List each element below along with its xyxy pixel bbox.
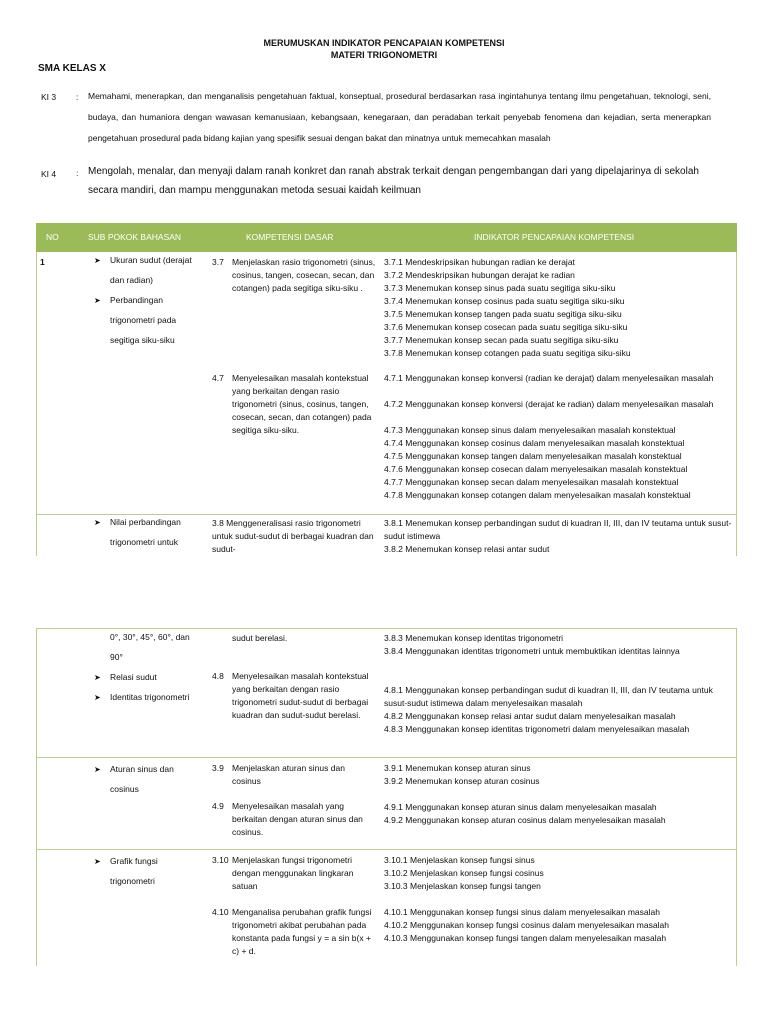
kd-number: 4.8 bbox=[212, 671, 224, 681]
kd-3-8-cont: sudut berelasi. bbox=[232, 633, 288, 643]
sub-aturan-sinus-cosinus: Aturan sinus dan cosinus bbox=[110, 764, 174, 794]
ki3-text: Memahami, menerapkan, dan menganalisis pengetahuan faktual, konseptual, prosedural berdasarkan rasa ingintahunya tentang ilmu pengetahuan, teknologi, seni, budaya, dan humaniora dengan wawasan kemanusiaan, kebangsaan, kenegaraan, dan peradaban terkait penyebab fenomena dan kejadian, serta menerapkan pengetahuan prosedural pada bidang kajian yang spesifik sesuai dengan bakat dan minatnya untuk memecahkan masalah bbox=[88, 91, 711, 143]
indicator-item: 4.7.4 Menggunakan konsep cosinus dalam menyelesaikan masalah konstektual bbox=[384, 438, 685, 448]
document-subtitle: MATERI TRIGONOMETRI bbox=[330, 50, 438, 60]
kd-4-9: Menyelesaikan masalah yang berkaitan dengan aturan sinus dan cosinus. bbox=[232, 801, 363, 837]
indicator-4-8-2: 4.8.2 Menggunakan konsep relasi antar sudut dalam menyelesaikan masalah bbox=[384, 711, 676, 721]
indicator-item: 3.7.1 Mendeskripsikan hubungan radian ke derajat bbox=[384, 257, 575, 267]
sub-ukuran-sudut: Ukuran sudut (derajat dan radian) bbox=[110, 255, 192, 285]
indicator-3-8-2: 3.8.2 Menemukan konsep relasi antar sudut bbox=[384, 544, 550, 554]
indicator-item: 3.7.5 Menemukan konsep tangen pada suatu segitiga siku-siku bbox=[384, 309, 622, 319]
table-header bbox=[36, 223, 737, 252]
indicator-3-8-3: 3.8.3 Menemukan konsep identitas trigonometri bbox=[384, 633, 564, 643]
bullet-arrow-icon: ➤ bbox=[94, 518, 101, 527]
bullet-arrow-icon: ➤ bbox=[94, 693, 101, 702]
sub-nilai-perbandingan: Nilai perbandingan trigonometri untuk bbox=[110, 517, 181, 547]
row-number: 1 bbox=[40, 257, 45, 267]
indicator-item: 3.7.3 Menemukan konsep sinus pada suatu segitiga siku-siku bbox=[384, 283, 616, 293]
indicator-item: 3.7.2 Mendeskripsikan hubungan derajat ke radian bbox=[384, 270, 575, 280]
bullet-arrow-icon: ➤ bbox=[94, 857, 101, 866]
bullet-arrow-icon: ➤ bbox=[94, 673, 101, 682]
kd-4-10: Menganalisa perubahan grafik fungsi trigonometri akibat perubahan pada konstanta pada fungsi y = a sin b(x + c) + d. bbox=[232, 907, 372, 956]
indicator-3-9-2: 3.9.2 Menemukan konsep aturan cosinus bbox=[384, 776, 540, 786]
indicator-item: 3.7.4 Menemukan konsep cosinus pada suatu segitiga siku-siku bbox=[384, 296, 625, 306]
header-indikator: INDIKATOR PENCAPAIAN KOMPETENSI bbox=[474, 232, 635, 242]
kd-3-8: 3.8 Menggeneralisasi rasio trigonometri untuk sudut-sudut di berbagai kuadran dan sudut- bbox=[212, 518, 374, 554]
header-sub-pokok: SUB POKOK BAHASAN bbox=[88, 232, 182, 242]
indicator-item: 4.7.3 Menggunakan konsep sinus dalam menyelesaikan masalah konstektual bbox=[384, 425, 676, 435]
sub-sudut-istimewa: 0°, 30°, 45°, 60°, dan 90° bbox=[110, 632, 190, 662]
header-kompetensi-dasar: KOMPETENSI DASAR bbox=[246, 232, 334, 242]
ki3-label: KI 3 bbox=[41, 92, 57, 102]
table-border-left bbox=[36, 252, 37, 556]
ki4-colon: : bbox=[76, 168, 79, 178]
indicator-4-8-1: 4.8.1 Menggunakan konsep perbandingan sudut di kuadran II, III, dan IV teutama untuk susut-sudut istimewa dalam menyelesaikan masalah bbox=[384, 685, 713, 708]
kd-number: 4.10 bbox=[212, 907, 229, 917]
indicator-3-8-4: 3.8.4 Menggunakan identitas trigonometri untuk membuktikan identitas lainnya bbox=[384, 646, 680, 656]
table-border-right bbox=[736, 628, 737, 966]
bullet-arrow-icon: ➤ bbox=[94, 256, 101, 265]
kd-4-8: Menyelesaikan masalah kontekstual yang berkaitan dengan rasio trigonometri sudut-sudut di berbagai kuadran dan sudut-sudut berelasi. bbox=[232, 671, 369, 720]
header-no: NO bbox=[46, 232, 59, 242]
kd-number: 4.9 bbox=[212, 801, 224, 811]
kd-3-7: Menjelaskan rasio trigonometri (sinus, cosinus, tangen, cosecan, secan, dan cotangen) pada segitiga siku-siku . bbox=[232, 257, 376, 293]
class-label: SMA KELAS X bbox=[38, 63, 106, 74]
indicator-list-4-10 bbox=[384, 906, 669, 945]
indicator-4-7-2: 4.7.2 Menggunakan konsep konversi (derajat ke radian) dalam menyelesaikan masalah bbox=[384, 399, 714, 409]
indicator-item: 4.7.5 Menggunakan konsep tangen dalam menyelesaikan masalah konstektual bbox=[384, 451, 682, 461]
indicator-item: 3.10.3 Menjelaskan konsep fungsi tangen bbox=[384, 881, 541, 891]
indicator-list-3-10 bbox=[384, 854, 544, 893]
row-divider bbox=[36, 757, 737, 758]
indicator-item: 3.7.8 Menemukan konsep cotangen pada suatu segitiga siku-siku bbox=[384, 348, 631, 358]
indicator-list-3-7 bbox=[384, 256, 631, 360]
indicator-4-8-3: 4.8.3 Menggunakan konsep identitas trigonometri dalam menyelesaikan masalah bbox=[384, 724, 690, 734]
indicator-4-9-1: 4.9.1 Menggunakan konsep aturan sinus dalam menyelesaikan masalah bbox=[384, 802, 657, 812]
table-border-left bbox=[36, 628, 37, 966]
indicator-item: 3.10.1 Menjelaskan konsep fungsi sinus bbox=[384, 855, 535, 865]
sub-grafik-fungsi: Grafik fungsi trigonometri bbox=[110, 856, 158, 886]
indicator-item: 4.10.1 Menggunakan konsep fungsi sinus dalam menyelesaikan masalah bbox=[384, 907, 660, 917]
indicator-item: 3.7.7 Menemukan konsep secan pada suatu segitiga siku-siku bbox=[384, 335, 619, 345]
indicator-4-9-2: 4.9.2 Menggunakan konsep aturan cosinus dalam menyelesaikan masalah bbox=[384, 815, 666, 825]
bullet-arrow-icon: ➤ bbox=[94, 296, 101, 305]
kd-4-7: Menyelesaikan masalah kontekstual yang berkaitan dengan rasio trigonometri (sinus, cosinus, tangen, cosecan, secan, dan cotangen) pada segitiga siku-siku. bbox=[232, 373, 372, 435]
kd-number: 3.7 bbox=[212, 257, 224, 267]
indicator-item: 4.7.7 Menggunakan konsep secan dalam menyelesaikan masalah konstektual bbox=[384, 477, 679, 487]
table-border-right bbox=[736, 252, 737, 556]
indicator-item: 3.10.2 Menjelaskan konsep fungsi cosinus bbox=[384, 868, 544, 878]
indicator-list-4-7 bbox=[384, 424, 687, 489]
indicator-4-7-8: 4.7.8 Menggunakan konsep cotangen dalam menyelesaikan masalah konstektual bbox=[384, 490, 691, 500]
ki3-colon: : bbox=[76, 92, 79, 102]
document-title: MERUMUSKAN INDIKATOR PENCAPAIAN KOMPETENSI bbox=[263, 38, 505, 48]
ki4-text: Mengolah, menalar, dan menyaji dalam ranah konkret dan ranah abstrak terkait dengan pengembangan dari yang dipelajarinya di sekolah secara mandiri, dan mampu menggunakan metoda sesuai kaidah keilmuan bbox=[88, 166, 699, 196]
sub-perbandingan: Perbandingan trigonometri pada segitiga siku-siku bbox=[110, 295, 177, 345]
indicator-3-8-1: 3.8.1 Menemukan konsep perbandingan sudut di kuadran II, III, dan IV teutama untuk susut-sudut istimewa bbox=[384, 518, 732, 541]
sub-relasi-sudut: Relasi sudut bbox=[110, 672, 157, 682]
bullet-arrow-icon: ➤ bbox=[94, 765, 101, 774]
kd-number: 3.10 bbox=[212, 855, 229, 865]
kd-3-9: Menjelaskan aturan sinus dan cosinus bbox=[232, 763, 345, 786]
indicator-item: 3.7.6 Menemukan konsep cosecan pada suatu segitiga siku-siku bbox=[384, 322, 628, 332]
indicator-item: 4.7.6 Menggunakan konsep cosecan dalam menyelesaikan masalah konstektual bbox=[384, 464, 688, 474]
kd-number: 3.9 bbox=[212, 763, 224, 773]
indicator-item: 4.10.2 Menggunakan konsep fungsi cosinus dalam menyelesaikan masalah bbox=[384, 920, 669, 930]
indicator-4-7-1: 4.7.1 Menggunakan konsep konversi (radian ke derajat) dalam menyelesaikan masalah bbox=[384, 373, 714, 383]
indicator-3-9-1: 3.9.1 Menemukan konsep aturan sinus bbox=[384, 763, 531, 773]
ki4-label: KI 4 bbox=[41, 169, 57, 179]
sub-identitas: Identitas trigonometri bbox=[110, 692, 190, 702]
kd-3-10: Menjelaskan fungsi trigonometri dengan menggunakan lingkaran satuan bbox=[232, 855, 354, 891]
kd-number: 4.7 bbox=[212, 373, 224, 383]
row-divider bbox=[36, 849, 737, 850]
indicator-item: 4.10.3 Menggunakan konsep fungsi tangen dalam menyelesaikan masalah bbox=[384, 933, 667, 943]
